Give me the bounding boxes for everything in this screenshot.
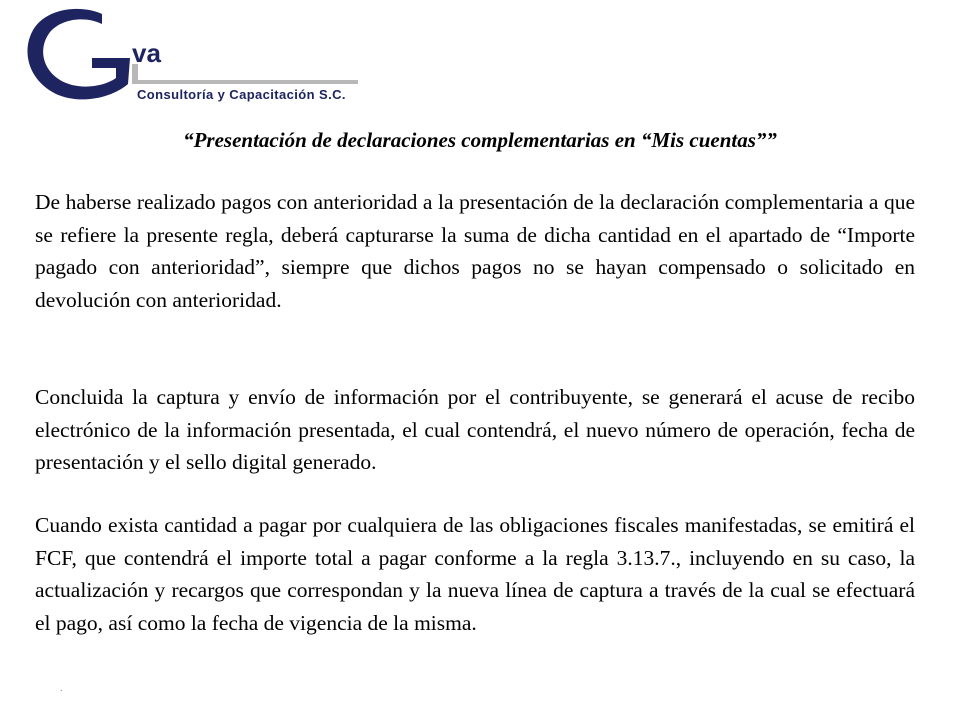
- company-name: Consultoría y Capacitación S.C.: [137, 87, 346, 102]
- company-logo: [20, 2, 370, 114]
- logo-swoosh: [132, 64, 358, 84]
- paragraph-1: De haberse realizado pagos con anterioridad a la presentación de la declaración complementaria a que se refiere la presente regla, deberá capturarse la suma de dicha cantidad en el apartado de “Importe pagado con anterioridad”, siempre que dichos pagos no se hayan compensado o solicitado en devolución con anterioridad.: [35, 190, 915, 312]
- paragraph-3: Cuando exista cantidad a pagar por cualquiera de las obligaciones fiscales manifestadas, se emitirá el FCF, que contendrá el importe total a pagar conforme a la regla 3.13.7., incluyendo en su caso, la actualización y recargos que correspondan y la nueva línea de captura a través de la cual se efectuará el pago, así como la fecha de vigencia de la misma.: [35, 513, 915, 635]
- footer-dot: .: [60, 683, 63, 694]
- slide-title: “Presentación de declaraciones complementarias en “Mis cuentas””: [183, 128, 777, 152]
- logo-g-shape: [27, 9, 130, 100]
- logo-letters: va: [132, 38, 161, 68]
- paragraph-2: Concluida la captura y envío de información por el contribuyente, se generará el acuse de recibo electrónico de la información presentada, el cual contendrá, el nuevo número de operación, fecha de presentación y el sello digital generado.: [35, 385, 915, 475]
